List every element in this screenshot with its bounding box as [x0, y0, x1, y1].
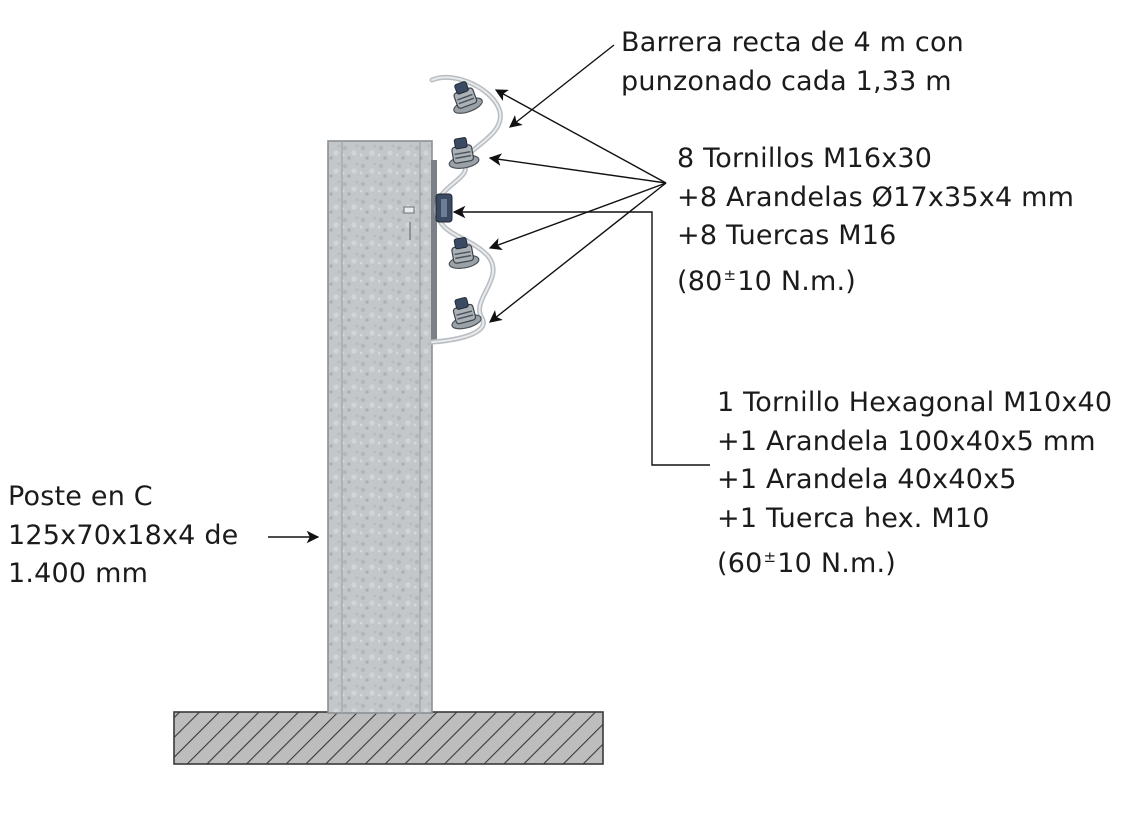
- hex-bolt-label-line1: 1 Tornillo Hexagonal M10x40: [717, 387, 1113, 418]
- post-label: [8, 478, 239, 594]
- hex-bolt-label: [717, 384, 1112, 584]
- hex-bolt-label-line3: +1 Arandela 40x40x5: [717, 464, 1017, 495]
- ground-hatch: [174, 712, 603, 764]
- bolts-label-line1: 8 Tornillos M16x30: [677, 143, 933, 174]
- bolts-torque-plusminus: ±: [723, 265, 737, 284]
- barrier-label: [621, 24, 964, 101]
- hex-torque-plusminus: ±: [763, 548, 777, 566]
- bolts-label-line2: +8 Arandelas Ø17x35x4 mm: [677, 181, 1075, 213]
- post-label-line3: 1.400 mm: [8, 558, 149, 589]
- post-label-line1: Poste en C: [8, 481, 153, 512]
- bolts-label-line4: [677, 256, 1074, 302]
- post-label-line2: 125x70x18x4 de: [8, 519, 239, 551]
- barrier-label-line1: Barrera recta de 4 m con: [621, 27, 964, 58]
- hex-bolt-label-line5: [717, 538, 1112, 584]
- hex-torque-pre: (60: [717, 548, 763, 579]
- bolts-torque-post: 10 N.m.): [737, 265, 857, 297]
- hex-bolt-label-line4: +1 Tuerca hex. M10: [717, 502, 990, 534]
- hex-torque-post: 10 N.m.): [777, 548, 897, 579]
- hex-bolt-label-line2: +1 Arandela 100x40x5 mm: [717, 425, 1096, 457]
- bolts-torque-pre: (80: [677, 265, 723, 297]
- bolts-label: [677, 140, 1074, 301]
- barrier-bolts: [436, 78, 484, 332]
- c-post: [328, 141, 432, 713]
- barrier-label-line2: punzonado cada 1,33 m: [621, 65, 952, 97]
- bolts-label-line3: +8 Tuercas M16: [677, 220, 897, 251]
